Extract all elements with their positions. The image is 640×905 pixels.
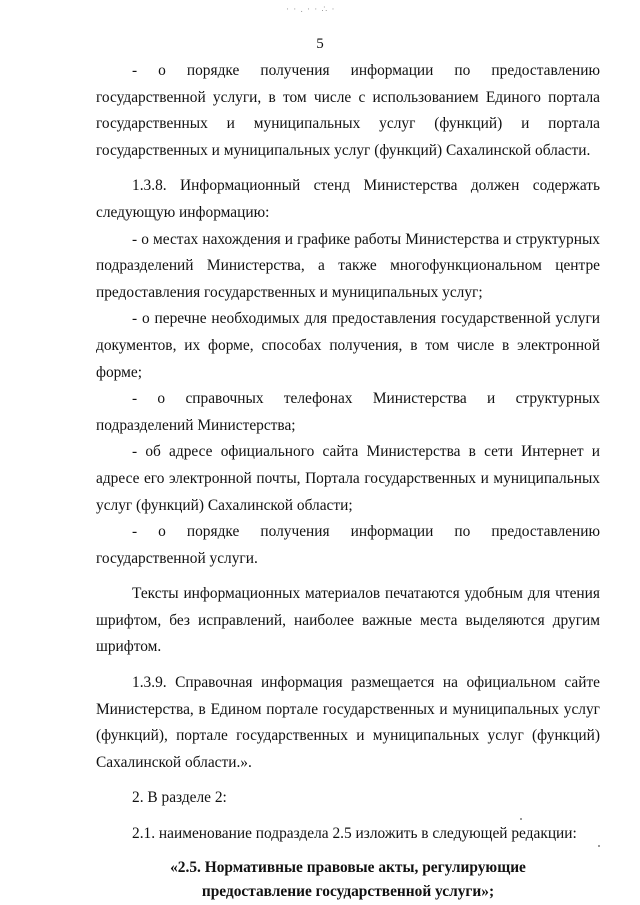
page-number: 5 (316, 36, 324, 52)
paragraph: 1.3.8. Информационный стенд Министерства должен содержать следующую информацию: (96, 177, 600, 221)
paragraph: - о порядке получения информации по предоставлению государственной услуги, в том числе с использованием Единого портала государственных и муниципальных услуг (функций) и портала государственных и муниципальных услуг (функций) Сахалинской области. (96, 62, 600, 159)
paragraph: - о перечне необходимых для предоставления государственной услуги документов, их форме, способах получения, в том числе в электронной форме; (96, 310, 600, 381)
paragraph: 1.3.9. Справочная информация размещается на официальном сайте Министерства, в Едином портале государственных и муниципальных услуг (функций), портале государственных и муниципальных услуг (функций) Сахалинской области.». (96, 674, 600, 771)
scan-noise: · · . · · ∴ · (286, 4, 336, 14)
paragraph: Тексты информационных материалов печатаются удобным для чтения шрифтом, без исправлений, наиболее важные места выделяются другим шрифтом. (96, 585, 600, 656)
section-heading-line: предоставление государственной услуги»; (201, 882, 495, 900)
scan-speck (598, 845, 600, 847)
paragraph: - о справочных телефонах Министерства и структурных подразделений Министерства; (96, 390, 600, 434)
section-heading (96, 856, 600, 904)
document-body (96, 58, 600, 904)
scan-speck (520, 818, 522, 820)
paragraph: - об адресе официального сайта Министерства в сети Интернет и адресе его электронной почты, Портала государственных и муниципальных услуг (функций) Сахалинской области; (96, 443, 600, 514)
paragraph: - о порядке получения информации по предоставлению государственной услуги. (96, 523, 600, 567)
section-heading-line: «2.5. Нормативные правовые акты, регулирующие (170, 858, 526, 876)
paragraph: 2. В разделе 2: (132, 789, 227, 807)
paragraph: - о местах нахождения и графике работы Министерства и структурных подразделений Министерства, а также многофункциональном центре предоставления государственных и муниципальных услуг; (96, 230, 600, 301)
paragraph: 2.1. наименование подраздела 2.5 изложить в следующей редакции: (132, 825, 577, 843)
